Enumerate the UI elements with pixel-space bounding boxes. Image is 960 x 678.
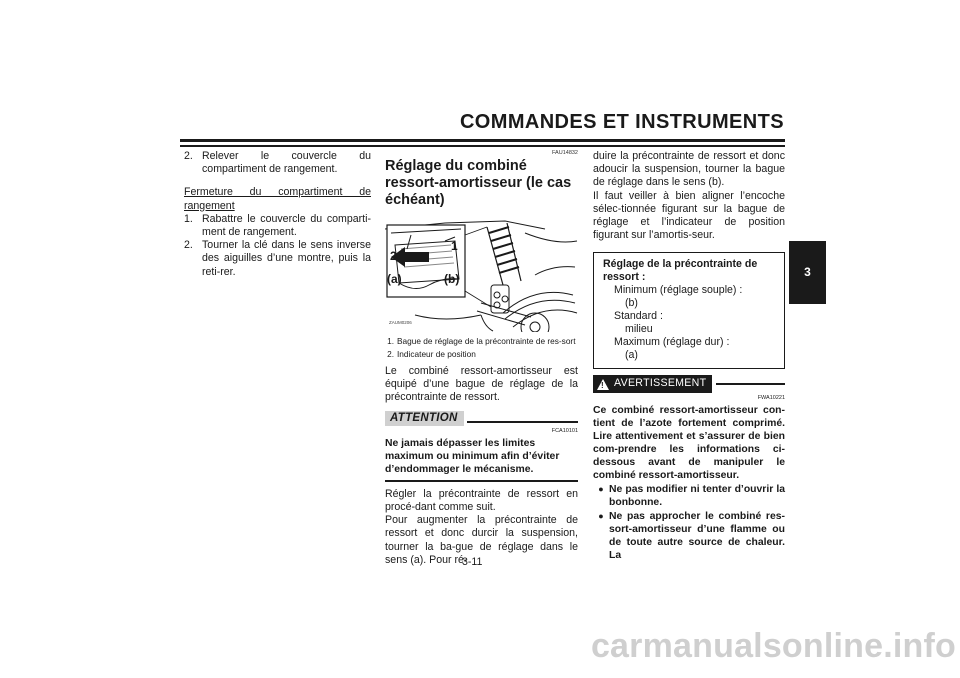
paragraph: Le combiné ressort-amortisseur est équipé d’une bague de réglage de la précontrainte de ressort. <box>385 365 578 404</box>
list-item-text: Relever le couvercle du compartiment de rangement. <box>202 150 371 176</box>
attention-block <box>385 411 578 482</box>
shock-absorber-illustration <box>385 215 578 332</box>
section-subhead: Fermeture du compartiment de rangement <box>184 186 371 212</box>
bullet-dot-icon: ● <box>598 483 604 494</box>
figure-code: ZAUM0206 <box>389 319 412 325</box>
spec-box-title: Réglage de la précontrainte de ressort : <box>603 258 758 284</box>
caption-text: Indicateur de position <box>397 349 476 359</box>
spec-box <box>593 252 785 369</box>
caption-number: 1. <box>387 336 394 346</box>
page-header-title: COMMANDES ET INSTRUMENTS <box>459 111 784 133</box>
warning-header <box>593 375 785 392</box>
list-item-text: Rabattre le couvercle du comparti-ment de rangement. <box>202 212 371 239</box>
bullet-dot-icon: ● <box>598 510 604 521</box>
warning-bullet <box>593 510 785 562</box>
attention-code: FCA10101 <box>551 427 578 434</box>
spec-std-label: Standard : <box>614 310 663 323</box>
spec-min-label: Minimum (réglage souple) : <box>614 284 743 297</box>
warning-code: FWA10221 <box>757 394 785 401</box>
warning-label: AVERTISSEMENT <box>614 377 707 390</box>
column-2 <box>385 150 578 567</box>
figure-caption <box>385 336 578 359</box>
caption-text: Bague de réglage de la précontrainte de res-sort <box>397 336 576 346</box>
list-item-number: 2. <box>184 150 193 162</box>
paragraph: Il faut veiller à bien aligner l’encoche sélec-tionnée figurant sur la bague de réglage et l’indicateur de position figurant sur l’amortis-seur. <box>593 189 785 242</box>
spec-max-value: (a) <box>625 349 638 362</box>
spec-max-label: Maximum (réglage dur) : <box>614 336 730 349</box>
section-heading: Réglage du combiné ressort-amortisseur (le cas échéant) <box>385 158 572 208</box>
watermark: carmanualsonline.info <box>590 627 956 665</box>
warning-badge <box>593 375 712 392</box>
caption-item <box>385 336 578 346</box>
attention-badge: ATTENTION <box>385 411 464 426</box>
spec-std-value: milieu <box>625 323 653 336</box>
warning-bullet <box>593 483 785 509</box>
shock-absorber-figure <box>385 215 578 332</box>
paragraph: Régler la précontrainte de ressort en procé-dant comme suit. <box>385 487 578 514</box>
chapter-tab <box>789 241 826 304</box>
section-code: FAU14832 <box>552 150 578 156</box>
warning-rule <box>716 383 785 385</box>
header-rule-thin <box>180 145 785 147</box>
spec-min-value: (b) <box>625 297 638 310</box>
page-number: 3-11 <box>462 556 483 568</box>
list-item <box>184 239 371 279</box>
attention-header <box>385 411 578 426</box>
list-item <box>184 213 371 239</box>
figure-label-1: 1 <box>451 239 458 253</box>
paragraph: duire la précontrainte de ressort et donc adoucir la suspension, tourner la bague de réglage dans le sens (b). <box>593 150 785 189</box>
list-item-text: Tourner la clé dans le sens inverse des aiguilles d’une montre, puis la reti-rer. <box>202 239 371 278</box>
caption-number: 2. <box>387 349 394 359</box>
warning-text: Ce combiné ressort-amortisseur con-tient de l’azote fortement comprimé. Lire attentivement et s’assurer de bien com-prendre les informations ci-dessous avant de manipuler le combiné ressort-amortisseur. <box>593 404 785 481</box>
list-item <box>184 150 371 176</box>
warning-triangle-icon: ! <box>597 379 609 390</box>
caption-item <box>385 349 578 359</box>
attention-rule <box>467 421 578 423</box>
chapter-tab-label: 3 <box>804 264 811 279</box>
attention-end-rule <box>385 480 578 482</box>
figure-label-b: (b) <box>444 272 460 286</box>
header-rule-thick <box>180 139 785 142</box>
list-item-number: 2. <box>184 239 193 252</box>
figure-label-2: 2 <box>390 249 397 263</box>
bullet-text: Ne pas approcher le combiné res-sort-amortisseur d’une flamme ou de toute autre source de chaleur. La <box>609 510 785 561</box>
column-3 <box>593 150 785 562</box>
paragraph: Pour augmenter la précontrainte de ressort et donc durcir la suspension, tourner la ba-gue de réglage dans le sens (a). Pour ré- <box>385 514 578 566</box>
figure-label-a: (a) <box>387 272 402 286</box>
bullet-text: Ne pas modifier ni tenter d’ouvrir la bonbonne. <box>609 483 785 508</box>
column-1 <box>184 150 371 279</box>
attention-text: Ne jamais dépasser les limites maximum ou minimum afin d’éviter d’endommager le mécanisme. <box>385 437 560 475</box>
list-item-number: 1. <box>184 212 193 225</box>
